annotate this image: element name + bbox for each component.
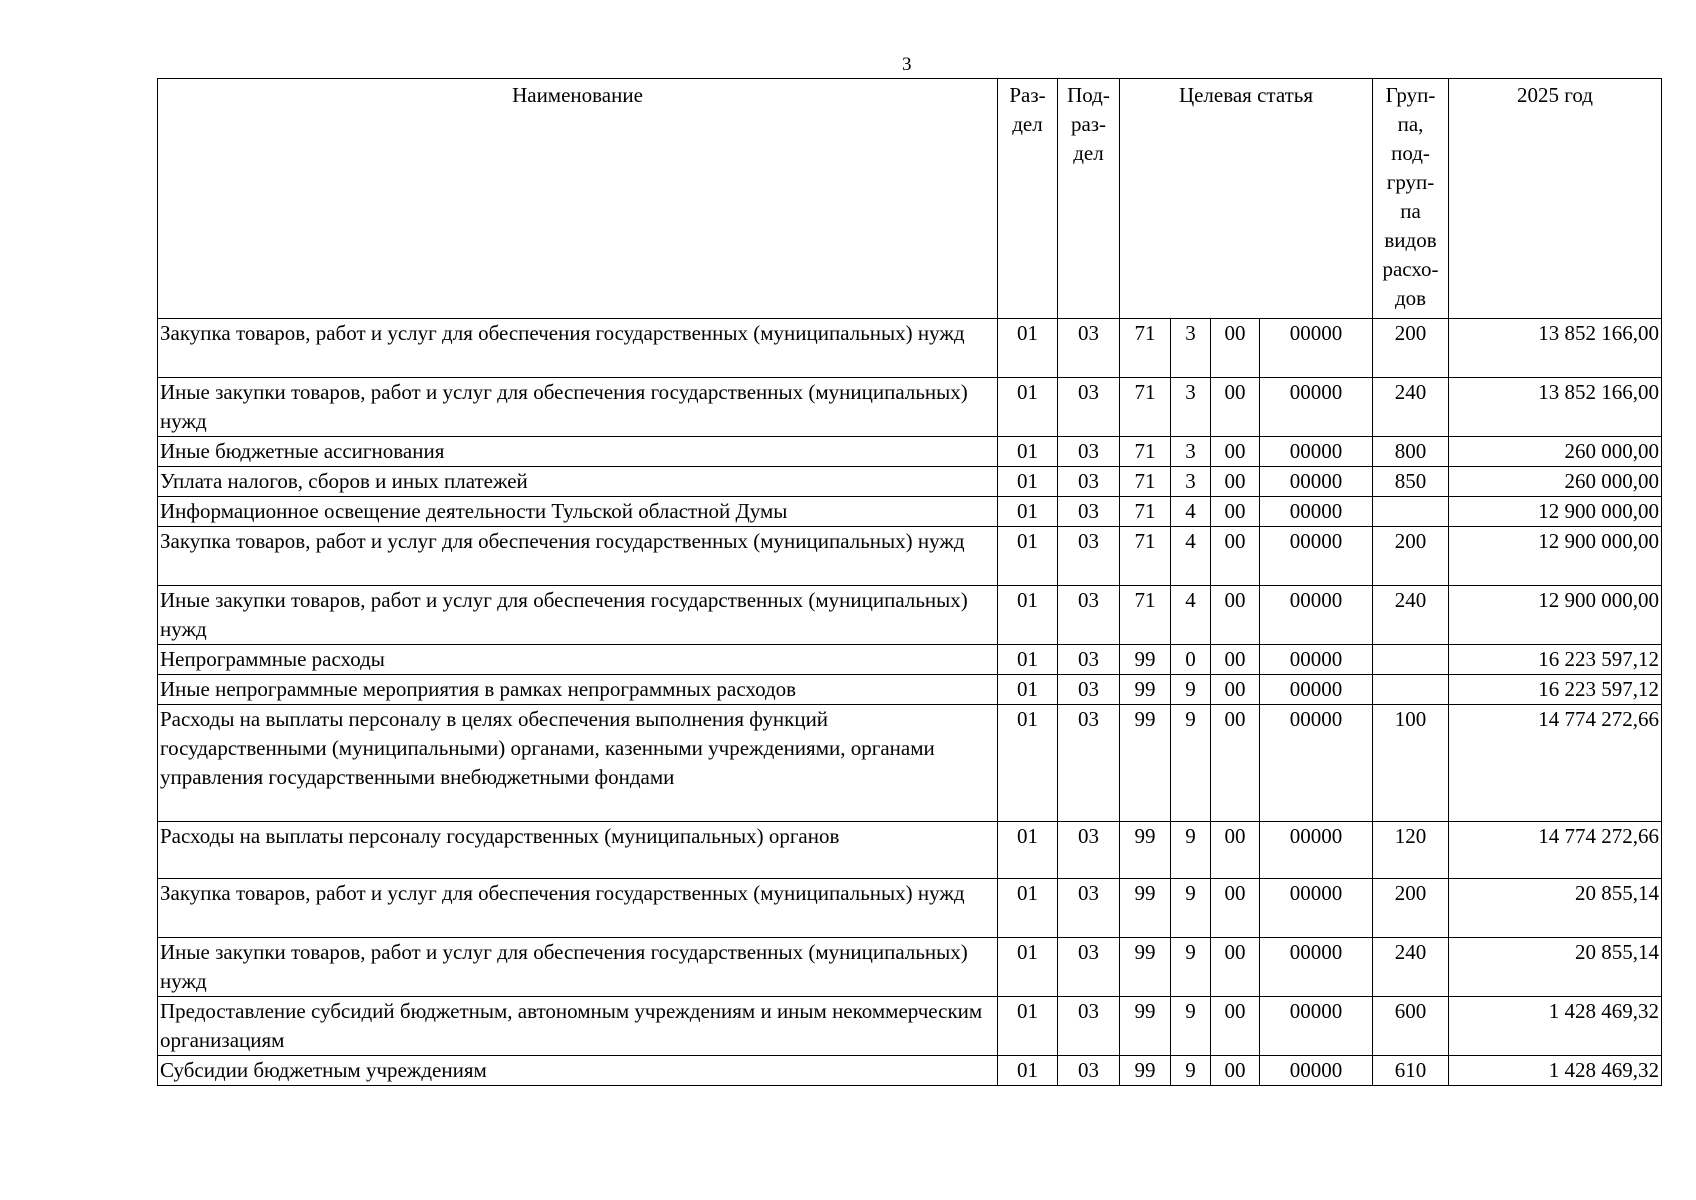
table-row: [158, 378, 1662, 437]
cell-subsection: 03: [1058, 879, 1120, 938]
table-row: [158, 705, 1662, 822]
table-row: [158, 527, 1662, 586]
cell-amount: 12 900 000,00: [1449, 527, 1662, 586]
cell-amount: 20 855,14: [1449, 879, 1662, 938]
cell-section: 01: [998, 497, 1058, 527]
cell-target-event: 00: [1211, 319, 1260, 378]
cell-subsection: 03: [1058, 822, 1120, 879]
cell-name: Непрограммные расходы: [158, 645, 998, 675]
cell-amount: 1 428 469,32: [1449, 997, 1662, 1056]
cell-target-subprogram: 9: [1171, 1056, 1211, 1086]
cell-target-direction: 00000: [1260, 822, 1373, 879]
cell-name: Закупка товаров, работ и услуг для обеспечения государственных (муниципальных) нужд: [158, 527, 998, 586]
table-row: [158, 645, 1662, 675]
header-name: Наименование: [158, 79, 998, 319]
cell-target-event: 00: [1211, 938, 1260, 997]
cell-target-direction: 00000: [1260, 645, 1373, 675]
cell-expense-group: 200: [1373, 319, 1449, 378]
cell-name: Уплата налогов, сборов и иных платежей: [158, 467, 998, 497]
cell-target-event: 00: [1211, 378, 1260, 437]
cell-target-subprogram: 9: [1171, 879, 1211, 938]
cell-amount: 12 900 000,00: [1449, 586, 1662, 645]
cell-subsection: 03: [1058, 437, 1120, 467]
cell-section: 01: [998, 437, 1058, 467]
cell-amount: 20 855,14: [1449, 938, 1662, 997]
table-row: [158, 586, 1662, 645]
header-section: Раз- дел: [998, 79, 1058, 319]
cell-amount: 16 223 597,12: [1449, 675, 1662, 705]
cell-target-subprogram: 3: [1171, 319, 1211, 378]
cell-expense-group: 850: [1373, 467, 1449, 497]
table-row: [158, 997, 1662, 1056]
cell-name: Иные бюджетные ассигнования: [158, 437, 998, 467]
cell-target-program: 99: [1120, 675, 1171, 705]
cell-target-event: 00: [1211, 675, 1260, 705]
cell-expense-group: 100: [1373, 705, 1449, 822]
cell-target-direction: 00000: [1260, 527, 1373, 586]
cell-section: 01: [998, 319, 1058, 378]
cell-subsection: 03: [1058, 675, 1120, 705]
cell-amount: 14 774 272,66: [1449, 705, 1662, 822]
cell-expense-group: 800: [1373, 437, 1449, 467]
cell-target-program: 71: [1120, 319, 1171, 378]
cell-amount: 260 000,00: [1449, 467, 1662, 497]
cell-section: 01: [998, 879, 1058, 938]
cell-target-subprogram: 9: [1171, 675, 1211, 705]
cell-subsection: 03: [1058, 527, 1120, 586]
cell-target-event: 00: [1211, 497, 1260, 527]
header-target-article: Целевая статья: [1120, 79, 1373, 319]
cell-name: Иные непрограммные мероприятия в рамках непрограммных расходов: [158, 675, 998, 705]
cell-section: 01: [998, 938, 1058, 997]
cell-amount: 260 000,00: [1449, 437, 1662, 467]
table-row: [158, 879, 1662, 938]
cell-name: Предоставление субсидий бюджетным, автономным учреждениям и иным некоммерческим организациям: [158, 997, 998, 1056]
cell-name: Иные закупки товаров, работ и услуг для обеспечения государственных (муниципальных) нужд: [158, 938, 998, 997]
cell-section: 01: [998, 822, 1058, 879]
cell-subsection: 03: [1058, 319, 1120, 378]
table-header-row: [158, 79, 1662, 319]
cell-section: 01: [998, 675, 1058, 705]
cell-target-event: 00: [1211, 822, 1260, 879]
cell-subsection: 03: [1058, 467, 1120, 497]
cell-subsection: 03: [1058, 645, 1120, 675]
cell-expense-group: 240: [1373, 938, 1449, 997]
cell-target-program: 99: [1120, 705, 1171, 822]
budget-table: [157, 78, 1662, 1086]
cell-target-event: 00: [1211, 467, 1260, 497]
cell-target-program: 99: [1120, 879, 1171, 938]
cell-subsection: 03: [1058, 705, 1120, 822]
header-year: 2025 год: [1449, 79, 1662, 319]
cell-target-subprogram: 3: [1171, 437, 1211, 467]
cell-target-event: 00: [1211, 1056, 1260, 1086]
cell-target-program: 71: [1120, 497, 1171, 527]
table-row: [158, 437, 1662, 467]
cell-target-subprogram: 4: [1171, 527, 1211, 586]
cell-target-event: 00: [1211, 645, 1260, 675]
cell-expense-group: 200: [1373, 879, 1449, 938]
cell-expense-group: [1373, 675, 1449, 705]
cell-target-direction: 00000: [1260, 437, 1373, 467]
cell-section: 01: [998, 1056, 1058, 1086]
cell-name: Закупка товаров, работ и услуг для обеспечения государственных (муниципальных) нужд: [158, 879, 998, 938]
cell-expense-group: 600: [1373, 997, 1449, 1056]
cell-target-subprogram: 9: [1171, 705, 1211, 822]
table-row: [158, 675, 1662, 705]
cell-target-direction: 00000: [1260, 586, 1373, 645]
cell-name: Субсидии бюджетным учреждениям: [158, 1056, 998, 1086]
cell-subsection: 03: [1058, 1056, 1120, 1086]
cell-target-event: 00: [1211, 705, 1260, 822]
cell-target-program: 71: [1120, 586, 1171, 645]
table-row: [158, 319, 1662, 378]
cell-target-subprogram: 4: [1171, 497, 1211, 527]
cell-name: Иные закупки товаров, работ и услуг для обеспечения государственных (муниципальных) нужд: [158, 586, 998, 645]
cell-target-direction: 00000: [1260, 378, 1373, 437]
page-number: 3: [902, 54, 912, 75]
cell-target-event: 00: [1211, 879, 1260, 938]
cell-name: Расходы на выплаты персоналу государственных (муниципальных) органов: [158, 822, 998, 879]
cell-target-direction: 00000: [1260, 879, 1373, 938]
cell-target-direction: 00000: [1260, 319, 1373, 378]
cell-target-subprogram: 9: [1171, 938, 1211, 997]
cell-target-program: 99: [1120, 997, 1171, 1056]
cell-expense-group: 610: [1373, 1056, 1449, 1086]
cell-section: 01: [998, 705, 1058, 822]
cell-target-direction: 00000: [1260, 705, 1373, 822]
cell-target-subprogram: 0: [1171, 645, 1211, 675]
cell-target-program: 99: [1120, 1056, 1171, 1086]
cell-target-event: 00: [1211, 586, 1260, 645]
cell-target-subprogram: 9: [1171, 822, 1211, 879]
table-row: [158, 822, 1662, 879]
cell-target-program: 99: [1120, 938, 1171, 997]
cell-section: 01: [998, 378, 1058, 437]
cell-amount: 1 428 469,32: [1449, 1056, 1662, 1086]
cell-section: 01: [998, 467, 1058, 497]
cell-target-direction: 00000: [1260, 467, 1373, 497]
cell-name: Информационное освещение деятельности Тульской областной Думы: [158, 497, 998, 527]
cell-target-event: 00: [1211, 997, 1260, 1056]
cell-target-direction: 00000: [1260, 997, 1373, 1056]
header-expense-group: Груп- па, под- груп- па видов расхо- дов: [1373, 79, 1449, 319]
cell-amount: 16 223 597,12: [1449, 645, 1662, 675]
cell-target-direction: 00000: [1260, 497, 1373, 527]
cell-target-subprogram: 3: [1171, 378, 1211, 437]
table-body: [158, 319, 1662, 1086]
cell-expense-group: [1373, 645, 1449, 675]
cell-expense-group: 240: [1373, 378, 1449, 437]
table-row: [158, 467, 1662, 497]
cell-expense-group: 240: [1373, 586, 1449, 645]
cell-name: Иные закупки товаров, работ и услуг для обеспечения государственных (муниципальных) нужд: [158, 378, 998, 437]
cell-section: 01: [998, 997, 1058, 1056]
cell-subsection: 03: [1058, 378, 1120, 437]
cell-target-program: 71: [1120, 437, 1171, 467]
cell-target-program: 71: [1120, 378, 1171, 437]
cell-amount: 14 774 272,66: [1449, 822, 1662, 879]
cell-amount: 12 900 000,00: [1449, 497, 1662, 527]
cell-amount: 13 852 166,00: [1449, 378, 1662, 437]
cell-section: 01: [998, 645, 1058, 675]
cell-section: 01: [998, 586, 1058, 645]
table-row: [158, 497, 1662, 527]
table-row: [158, 938, 1662, 997]
cell-name: Расходы на выплаты персоналу в целях обеспечения выполнения функций государственными (муниципальными) органами, казенными учреждениями, органами управления государственными внебюджетными фондами: [158, 705, 998, 822]
cell-target-program: 99: [1120, 645, 1171, 675]
cell-target-program: 71: [1120, 527, 1171, 586]
cell-section: 01: [998, 527, 1058, 586]
table-row: [158, 1056, 1662, 1086]
cell-subsection: 03: [1058, 586, 1120, 645]
cell-target-direction: 00000: [1260, 1056, 1373, 1086]
cell-expense-group: [1373, 497, 1449, 527]
cell-target-program: 71: [1120, 467, 1171, 497]
cell-target-subprogram: 9: [1171, 997, 1211, 1056]
cell-target-event: 00: [1211, 437, 1260, 467]
cell-target-subprogram: 3: [1171, 467, 1211, 497]
cell-subsection: 03: [1058, 997, 1120, 1056]
cell-name: Закупка товаров, работ и услуг для обеспечения государственных (муниципальных) нужд: [158, 319, 998, 378]
cell-amount: 13 852 166,00: [1449, 319, 1662, 378]
cell-subsection: 03: [1058, 497, 1120, 527]
cell-target-direction: 00000: [1260, 675, 1373, 705]
cell-subsection: 03: [1058, 938, 1120, 997]
cell-expense-group: 120: [1373, 822, 1449, 879]
cell-target-program: 99: [1120, 822, 1171, 879]
cell-target-direction: 00000: [1260, 938, 1373, 997]
cell-target-subprogram: 4: [1171, 586, 1211, 645]
cell-expense-group: 200: [1373, 527, 1449, 586]
cell-target-event: 00: [1211, 527, 1260, 586]
header-subsection: Под- раз- дел: [1058, 79, 1120, 319]
